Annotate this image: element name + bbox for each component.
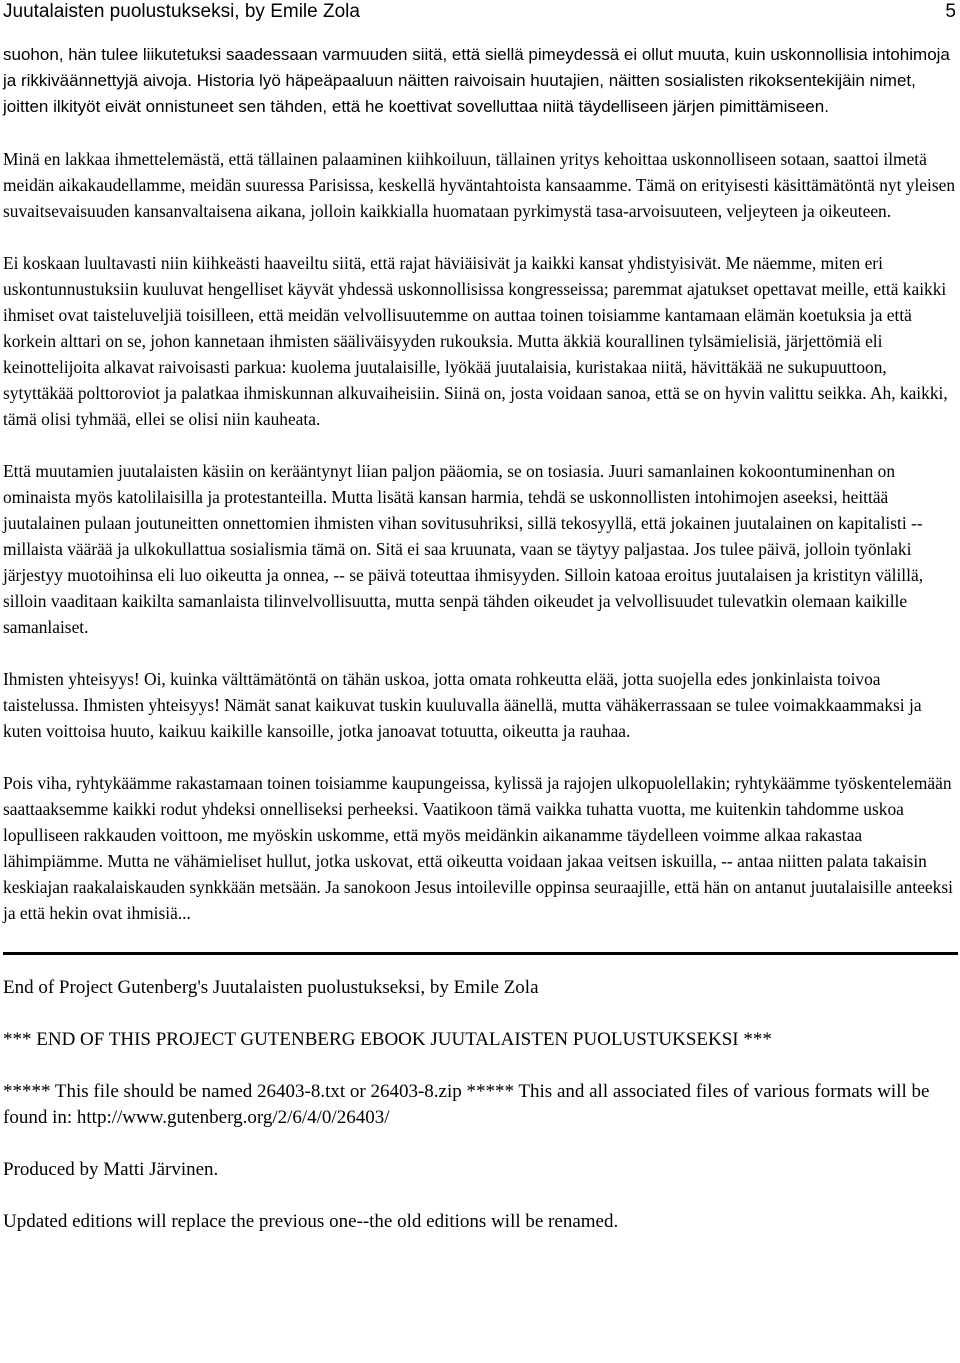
document-body bbox=[3, 42, 958, 1235]
producer-credit: Produced by Matti Järvinen. bbox=[3, 1159, 219, 1180]
paragraph-5: Ihmisten yhteisyys! Oi, kuinka välttämätöntä on tähän uskoa, jotta omata rohkeutta elää, jotta suojella edes jonkinlaista toivoa taistelussa. Ihmisten yhteisyys! Nämät sanat kaikuvat tuskin kuuluvalla äänellä, mutta vähäkerrassaan se tulee voimakkaammaksi ja kuten voittoisa huuto, kaikuu kaikille kansoille, jotka janoavat totuutta, oikeutta ja rauhaa. bbox=[3, 669, 922, 741]
page-header bbox=[0, 0, 960, 26]
paragraph-3: Ei koskaan luultavasti niin kiihkeästi haaveiltu siitä, että rajat häviäisivät ja kaikki kansat yhdistyisivät. Me näemme, miten eri uskontunnustuksiin kuuluvat hengelliset käyvät yhdessä uskonnollisissa kongresseissa; paremmat ajatukset opettavat meille, että kaikki ihmiset ovat taisteluveljiä toisilleen, että meidän velvollisuutemme on auttaa toinen toisiamme kantamaan elämän koetuksia ja että korkein alttari on se, johon kannetaan ihmisten sääliväisyyden rukouksia. Mutta äkkiä kourallinen tylsämielisiä, järjettömiä eli keinottelijoita alkavat raivoisasti parkua: kuolema juutalaisille, lyökää juutalaisia, kuristakaa niitä, hävittäkää ne sukupuuttoon, sytyttäkää polttoroviot ja palatkaa ihmiskunnan alkuvaiheisiin. Siinä on, josta voidaan sanoa, että se on hyvin valittu seikka. Ah, kaikki, tämä olisi tyhmää, ellei se olisi niin kauheata. bbox=[3, 253, 948, 429]
book-title: Juutalaisten puolustukseksi, by Emile Zola bbox=[3, 1, 360, 22]
horizontal-rule bbox=[3, 952, 958, 955]
paragraph-4: Että muutamien juutalaisten käsiin on kerääntynyt liian paljon pääomia, se on tosiasia. Juuri samanlainen kokoontuminenhan on ominaista myös katolilaisilla ja protestanteilla. Mutta lisätä kansan harmia, tehdä se uskonnollisten intohimojen aseeksi, heittää juutalainen pulaan joutuneitten onnettomien ihmisten vihan sovitusuhriksi, sillä tekosyyllä, että jokainen juutalainen on kapitalisti -- millaista väärää ja ulkokullattua sosialismia tämä on. Sitä ei saa kruunata, vaan se täytyy paljastaa. Jos tulee päivä, jolloin työnlaki järjestyy muotoihinsa eli luo oikeutta ja onnea, -- se päivä toteuttaa ihmisyyden. Silloin katoaa eroitus juutalaisen ja kristityn välillä, silloin vaaditaan kaikilta samanlaista tilinvelvollisuutta, mutta senpä tähden oikeudet ja velvollisuudet tulevatkin olemaan kaikille samanlaiset. bbox=[3, 461, 924, 637]
end-ebook-marker: *** END OF THIS PROJECT GUTENBERG EBOOK JUUTALAISTEN PUOLUSTUKSEKSI *** bbox=[3, 1029, 772, 1050]
paragraph-6: Pois viha, ryhtykäämme rakastamaan toinen toisiamme kaupungeissa, kylissä ja rajojen ulkopuolellakin; ryhtykäämme työskentelemään saattaaksemme kaikki rodut yhdeksi onnelliseksi perheeksi. Vaatikoon tämä vaikka tuhatta vuotta, me kuitenkin tahdomme uskoa lopulliseen rakkauden voittoon, me myöskin uskomme, että myös meidänkin aikanamme täydelleen voimme alkaa rakastaa lähimpiämme. Mutta ne vähämieliset hullut, jotka uskovat, että oikeutta voidaan jakaa veitsen iskuilla, -- antaa niitten palata takaisin keskiajan raakalaiskauden synkkään metsään. Ja sanokoon Jesus intoileville oppinsa seuraajille, että hän on antanut juutalaisille anteeksi ja että hekin ovat ihmisiä... bbox=[3, 773, 953, 923]
page-number: 5 bbox=[945, 1, 956, 22]
paragraph-1: suohon, hän tulee liikutetuksi saadessaan varmuuden siitä, että siellä pimeydessä ei ollut muuta, kuin uskonnollisia intohimoja ja rikkiväännettyjä aivoja. Historia lyö häpeäpaaluun näitten raivoisain huutajien, näitten sosialisten rikoksentekijäin nimet, joitten ilkityöt eivät onnistuneet sen tähden, että he koettivat sovelluttaa niitä täydelliseen järjen pimittämiseen. bbox=[3, 45, 950, 116]
end-of-book-line: End of Project Gutenberg's Juutalaisten puolustukseksi, by Emile Zola bbox=[3, 977, 539, 998]
paragraph-2: Minä en lakkaa ihmettelemästä, että tällainen palaaminen kiihkoiluun, tällainen yritys kehoittaa uskonnolliseen sotaan, saattoi ilmetä meidän aikakaudellamme, meidän suuressa Parisissa, keskellä hyväntahtoista kansaamme. Tämä on erityisesti käsittämätöntä nyt yleisen suvaitsevaisuuden kansanvaltaisena aikana, jolloin kaikkialla huomataan pyrkimystä tasa-arvoisuuteen, veljeyteen ja oikeuteen. bbox=[3, 149, 956, 221]
updated-editions-note: Updated editions will replace the previous one--the old editions will be renamed. bbox=[3, 1211, 619, 1232]
file-name-note: ***** This file should be named 26403-8.txt or 26403-8.zip ***** This and all associated files of various formats will be found in: http://www.gutenberg.org/2/6/4/0/26403/ bbox=[3, 1081, 930, 1128]
